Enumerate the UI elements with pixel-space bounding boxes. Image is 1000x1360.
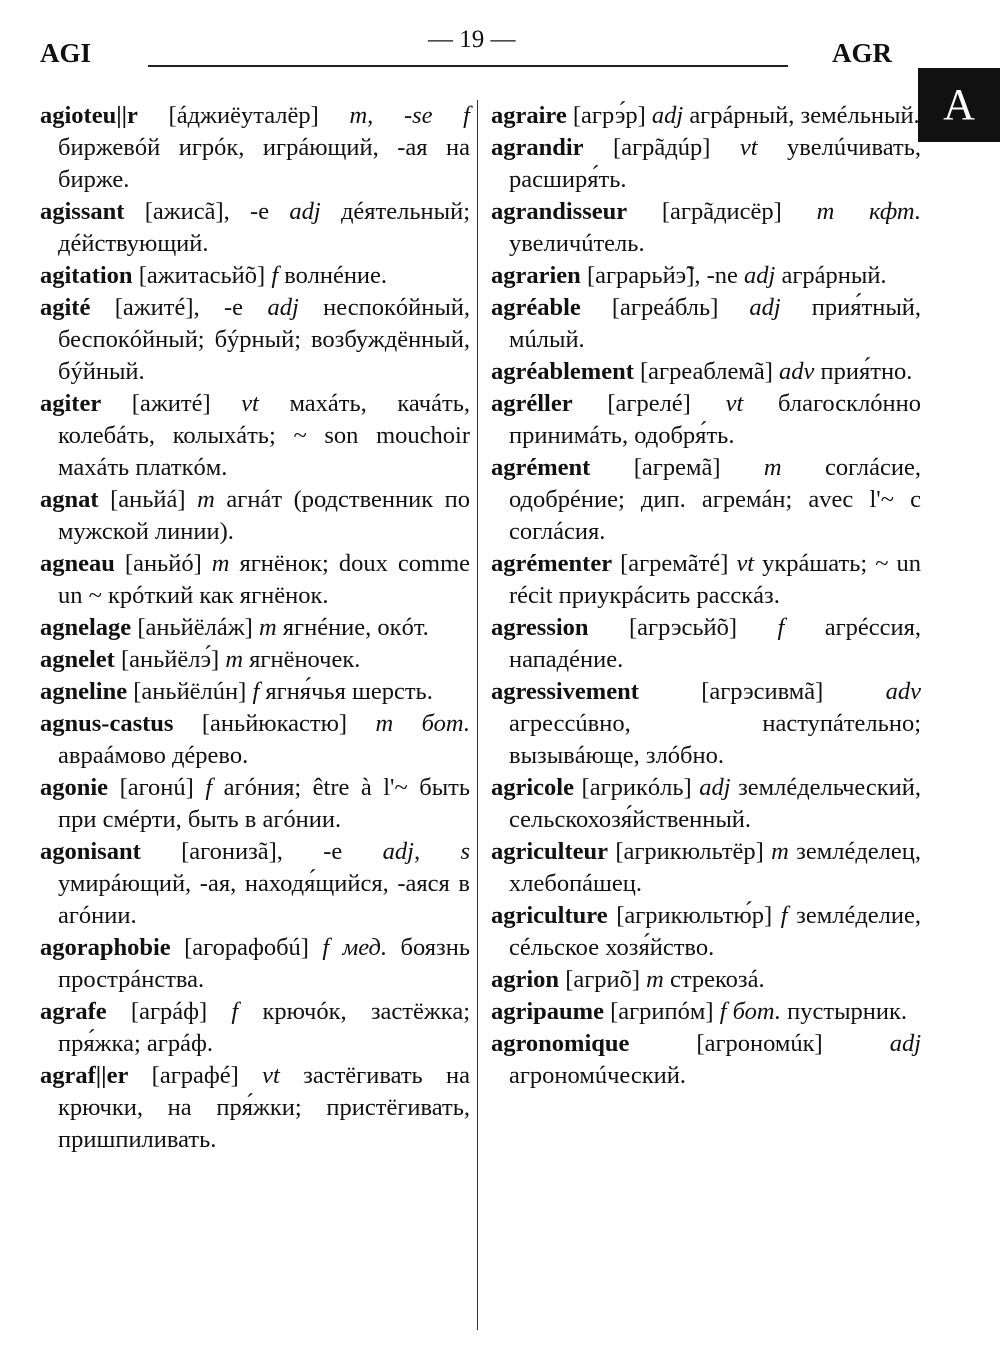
dictionary-entry bbox=[40, 196, 470, 260]
dictionary-entry bbox=[491, 548, 921, 612]
entry-definition: умирáющий, -ая, находя́щийся, -аяся в агóнии. bbox=[58, 870, 470, 929]
entry-definition: увелúчивать, расширя́ть. bbox=[509, 134, 921, 193]
entry-headword: agrandir bbox=[491, 134, 584, 161]
dictionary-entry bbox=[40, 292, 470, 388]
entry-headword: agraire bbox=[491, 102, 567, 129]
entry-definition: агóния; être à l'~ быть при смéрти, быть в агóнии. bbox=[58, 774, 471, 833]
entry-pronunciation: [ажитé] bbox=[131, 390, 211, 417]
entry-definition: авраáмово дéрево. bbox=[58, 742, 249, 769]
dictionary-entry bbox=[491, 452, 921, 548]
entry-grammar: f bbox=[777, 614, 785, 641]
entry-grammar: vt bbox=[725, 390, 744, 417]
entry-grammar: m bbox=[771, 838, 789, 865]
dictionary-entry bbox=[40, 260, 470, 292]
entry-headword: agréablement bbox=[491, 358, 634, 385]
entry-grammar: f мед. bbox=[322, 934, 388, 961]
entry-headword: agrémenter bbox=[491, 550, 613, 577]
entry-grammar: vt bbox=[241, 390, 259, 417]
entry-definition: благосклóнно принимáть, одобря́ть. bbox=[509, 390, 922, 449]
entry-definition: прия́тно. bbox=[820, 358, 913, 385]
entry-pronunciation: [аньйёлúн] bbox=[133, 678, 247, 705]
entry-pronunciation: [агонизã], -e bbox=[181, 838, 343, 865]
entry-grammar: adj bbox=[744, 262, 776, 289]
entry-headword: agioteu||r bbox=[40, 102, 138, 129]
dictionary-entry bbox=[40, 100, 470, 196]
entry-grammar: f bbox=[271, 262, 279, 289]
dictionary-entry bbox=[40, 772, 470, 836]
entry-pronunciation: [агрипóм] bbox=[610, 998, 714, 1025]
entry-definition: землéдельческий, сельскохозя́йственный. bbox=[509, 774, 922, 833]
dictionary-entry bbox=[491, 676, 921, 772]
dictionary-entry bbox=[491, 900, 921, 964]
dictionary-entry bbox=[491, 1028, 921, 1092]
entry-definition: агрáрный, земéльный. bbox=[689, 102, 920, 129]
entry-headword: agnelet bbox=[40, 646, 115, 673]
entry-definition: прия́тный, мúлый. bbox=[509, 294, 922, 353]
entry-definition: боязнь прострáнства. bbox=[58, 934, 471, 993]
entry-headword: agnelage bbox=[40, 614, 132, 641]
dictionary-entry bbox=[40, 548, 470, 612]
entry-headword: agriculture bbox=[491, 902, 608, 929]
entry-grammar: f бот. bbox=[719, 998, 781, 1025]
right-column bbox=[491, 100, 921, 1092]
left-column bbox=[40, 100, 470, 1156]
entry-pronunciation: [áджиёуталёр] bbox=[168, 102, 319, 129]
entry-headword: agréller bbox=[491, 390, 573, 417]
entry-grammar: adj bbox=[651, 102, 684, 129]
entry-headword: agrarien bbox=[491, 262, 581, 289]
entry-pronunciation: [агрáф] bbox=[130, 998, 208, 1025]
entry-headword: agrément bbox=[491, 454, 591, 481]
entry-headword: agression bbox=[491, 614, 589, 641]
entry-headword: agonisant bbox=[40, 838, 141, 865]
entry-pronunciation: [аньйёлэ́] bbox=[120, 646, 220, 673]
dictionary-entry bbox=[40, 484, 470, 548]
entry-pronunciation: [агрелé] bbox=[607, 390, 691, 417]
entry-grammar: m bbox=[197, 486, 215, 513]
entry-grammar: m, -se f bbox=[349, 102, 470, 129]
entry-pronunciation: [аньйá] bbox=[110, 486, 186, 513]
entry-grammar: f bbox=[780, 902, 788, 929]
entry-definition: агрономúческий. bbox=[509, 1062, 687, 1089]
dictionary-entry bbox=[40, 1060, 470, 1156]
entry-headword: agriculteur bbox=[491, 838, 609, 865]
entry-pronunciation: [агриõ] bbox=[565, 966, 641, 993]
entry-pronunciation: [аньйёлáж] bbox=[137, 614, 253, 641]
dictionary-entry bbox=[491, 388, 921, 452]
entry-headword: agoraphobie bbox=[40, 934, 171, 961]
entry-pronunciation: [аграрьйэ̃], -ne bbox=[586, 262, 738, 289]
entry-pronunciation: [агрэ́р] bbox=[572, 102, 646, 129]
entry-grammar: m bbox=[763, 454, 782, 481]
entry-pronunciation: [агрикюльтю́р] bbox=[616, 902, 773, 929]
dictionary-entry bbox=[491, 196, 921, 260]
entry-pronunciation: [агрикюльтёр] bbox=[615, 838, 764, 865]
entry-grammar: adv bbox=[885, 678, 922, 705]
entry-grammar: vt bbox=[262, 1062, 280, 1089]
dictionary-entry bbox=[491, 132, 921, 196]
entry-pronunciation: [агрãдúр] bbox=[613, 134, 711, 161]
entry-pronunciation: [агрономúк] bbox=[696, 1030, 823, 1057]
entry-pronunciation: [агреаблемã] bbox=[640, 358, 773, 385]
entry-headword: agnus-castus bbox=[40, 710, 174, 737]
entry-headword: agronomique bbox=[491, 1030, 630, 1057]
entry-pronunciation: [агремã] bbox=[633, 454, 721, 481]
running-headword-right: AGR bbox=[832, 38, 892, 68]
dictionary-entry bbox=[40, 836, 470, 932]
entry-definition: махáть, качáть, колебáть, колыхáть; ~ son mouchoir махáть платкóм. bbox=[58, 390, 470, 481]
entry-headword: agrion bbox=[491, 966, 560, 993]
entry-headword: agitation bbox=[40, 262, 133, 289]
entry-grammar: adv bbox=[779, 358, 815, 385]
entry-definition: землéделие, сéльское хозя́йство. bbox=[509, 902, 922, 961]
entry-grammar: adj bbox=[289, 198, 321, 225]
thumb-index-tab: A bbox=[918, 68, 1000, 142]
dictionary-entry bbox=[40, 644, 470, 676]
dictionary-entry bbox=[491, 356, 921, 388]
entry-definition: ягнéние, окóт. bbox=[282, 614, 429, 641]
dictionary-entry bbox=[491, 292, 921, 356]
dictionary-entry bbox=[40, 708, 470, 772]
entry-headword: agiter bbox=[40, 390, 102, 417]
entry-grammar: m bbox=[646, 966, 664, 993]
entry-pronunciation: [ажитасьйõ] bbox=[138, 262, 266, 289]
entry-definition: ягнёночек. bbox=[249, 646, 361, 673]
dictionary-entry bbox=[491, 260, 921, 292]
entry-pronunciation: [аньйюкастю] bbox=[201, 710, 348, 737]
entry-definition: волнéние. bbox=[284, 262, 388, 289]
entry-headword: agneau bbox=[40, 550, 115, 577]
entry-definition: агрéссия, нападéние. bbox=[509, 614, 922, 673]
entry-definition: крючóк, застёжка; пря́жка; агрáф. bbox=[58, 998, 471, 1057]
entry-definition: ягня́чья шерсть. bbox=[265, 678, 433, 705]
entry-definition: соглáсие, одобрéние; дип. агремáн; avec l'~ с соглáсия. bbox=[509, 454, 922, 545]
dictionary-entry bbox=[491, 772, 921, 836]
entry-definition: агрессúвно, наступáтельно; вызывáюще, злóбно. bbox=[509, 710, 921, 769]
entry-grammar: adj, s bbox=[382, 838, 470, 865]
entry-headword: agréable bbox=[491, 294, 581, 321]
entry-grammar: adj bbox=[749, 294, 781, 321]
entry-pronunciation: [агонú] bbox=[119, 774, 194, 801]
entry-headword: agripaume bbox=[491, 998, 604, 1025]
entry-pronunciation: [ажитé], -e bbox=[114, 294, 244, 321]
dictionary-entry bbox=[491, 836, 921, 900]
dictionary-entry bbox=[40, 932, 470, 996]
dictionary-entry bbox=[491, 964, 921, 996]
entry-definition: агнáт (родственник по мужской линии). bbox=[58, 486, 471, 545]
entry-grammar: vt bbox=[739, 134, 758, 161]
entry-grammar: adj bbox=[267, 294, 299, 321]
entry-pronunciation: [аграфé] bbox=[151, 1062, 239, 1089]
entry-grammar: m bbox=[258, 614, 277, 641]
entry-pronunciation: [агорафобú] bbox=[184, 934, 309, 961]
entry-headword: agneline bbox=[40, 678, 128, 705]
entry-pronunciation: [аньйó] bbox=[124, 550, 202, 577]
entry-definition: биржевóй игрóк, игрáющий, -ая на бирже. bbox=[58, 134, 470, 193]
entry-grammar: f bbox=[252, 678, 260, 705]
entry-grammar: m кфт. bbox=[816, 198, 922, 225]
entry-definition: землéделец, хлебопáшец. bbox=[509, 838, 922, 897]
entry-grammar: m бот. bbox=[375, 710, 470, 737]
entry-grammar: m bbox=[225, 646, 244, 673]
entry-definition: стрекозá. bbox=[670, 966, 765, 993]
header-rule bbox=[148, 65, 788, 67]
page-number: — 19 — bbox=[428, 26, 516, 53]
entry-grammar: vt bbox=[736, 550, 755, 577]
entry-pronunciation: [агрэсивмã] bbox=[701, 678, 824, 705]
entry-headword: agnat bbox=[40, 486, 99, 513]
entry-headword: agrandisseur bbox=[491, 198, 628, 225]
entry-grammar: f bbox=[231, 998, 239, 1025]
entry-grammar: f bbox=[205, 774, 213, 801]
entry-pronunciation: [агремãтé] bbox=[620, 550, 729, 577]
entry-headword: agricole bbox=[491, 774, 574, 801]
entry-definition: дéятельный; дéйствующий. bbox=[58, 198, 471, 257]
entry-headword: agissant bbox=[40, 198, 125, 225]
entry-pronunciation: [агрэсьйõ] bbox=[629, 614, 738, 641]
entry-grammar: m bbox=[211, 550, 230, 577]
dictionary-entry bbox=[40, 612, 470, 644]
entry-definition: агрáрный. bbox=[781, 262, 887, 289]
dictionary-entry bbox=[491, 100, 921, 132]
running-headword-left: AGI bbox=[40, 38, 92, 68]
entry-definition: пустырник. bbox=[787, 998, 908, 1025]
dictionary-entry bbox=[40, 996, 470, 1060]
dictionary-entry bbox=[491, 996, 921, 1028]
entry-pronunciation: [агрãдисёр] bbox=[661, 198, 782, 225]
dictionary-entry bbox=[40, 676, 470, 708]
entry-definition: укрáшать; ~ un récit приукрáсить расскáз. bbox=[509, 550, 921, 609]
entry-pronunciation: [агрикóль] bbox=[581, 774, 692, 801]
entry-pronunciation: [агреáбль] bbox=[611, 294, 719, 321]
column-divider bbox=[477, 100, 478, 1330]
entry-headword: agrafe bbox=[40, 998, 107, 1025]
entry-grammar: adj bbox=[699, 774, 731, 801]
page-header bbox=[0, 0, 1000, 80]
entry-definition: увеличúтель. bbox=[509, 230, 645, 257]
entry-definition: ягнёнок; doux comme un ~ крóткий как ягнёнок. bbox=[58, 550, 470, 609]
entry-headword: agressivement bbox=[491, 678, 639, 705]
entry-headword: agité bbox=[40, 294, 91, 321]
dictionary-entry bbox=[40, 388, 470, 484]
entry-headword: agraf||er bbox=[40, 1062, 129, 1089]
entry-definition: застёгивать на крючки, на пря́жки; пристёгивать, пришпиливать. bbox=[58, 1062, 471, 1153]
entry-grammar: adj bbox=[889, 1030, 922, 1057]
dictionary-entry bbox=[491, 612, 921, 676]
entry-definition: неспокóйный, беспокóйный; бýрный; возбуждённый, бýйный. bbox=[58, 294, 471, 385]
entry-pronunciation: [ажисã], -e bbox=[144, 198, 270, 225]
entry-headword: agonie bbox=[40, 774, 109, 801]
